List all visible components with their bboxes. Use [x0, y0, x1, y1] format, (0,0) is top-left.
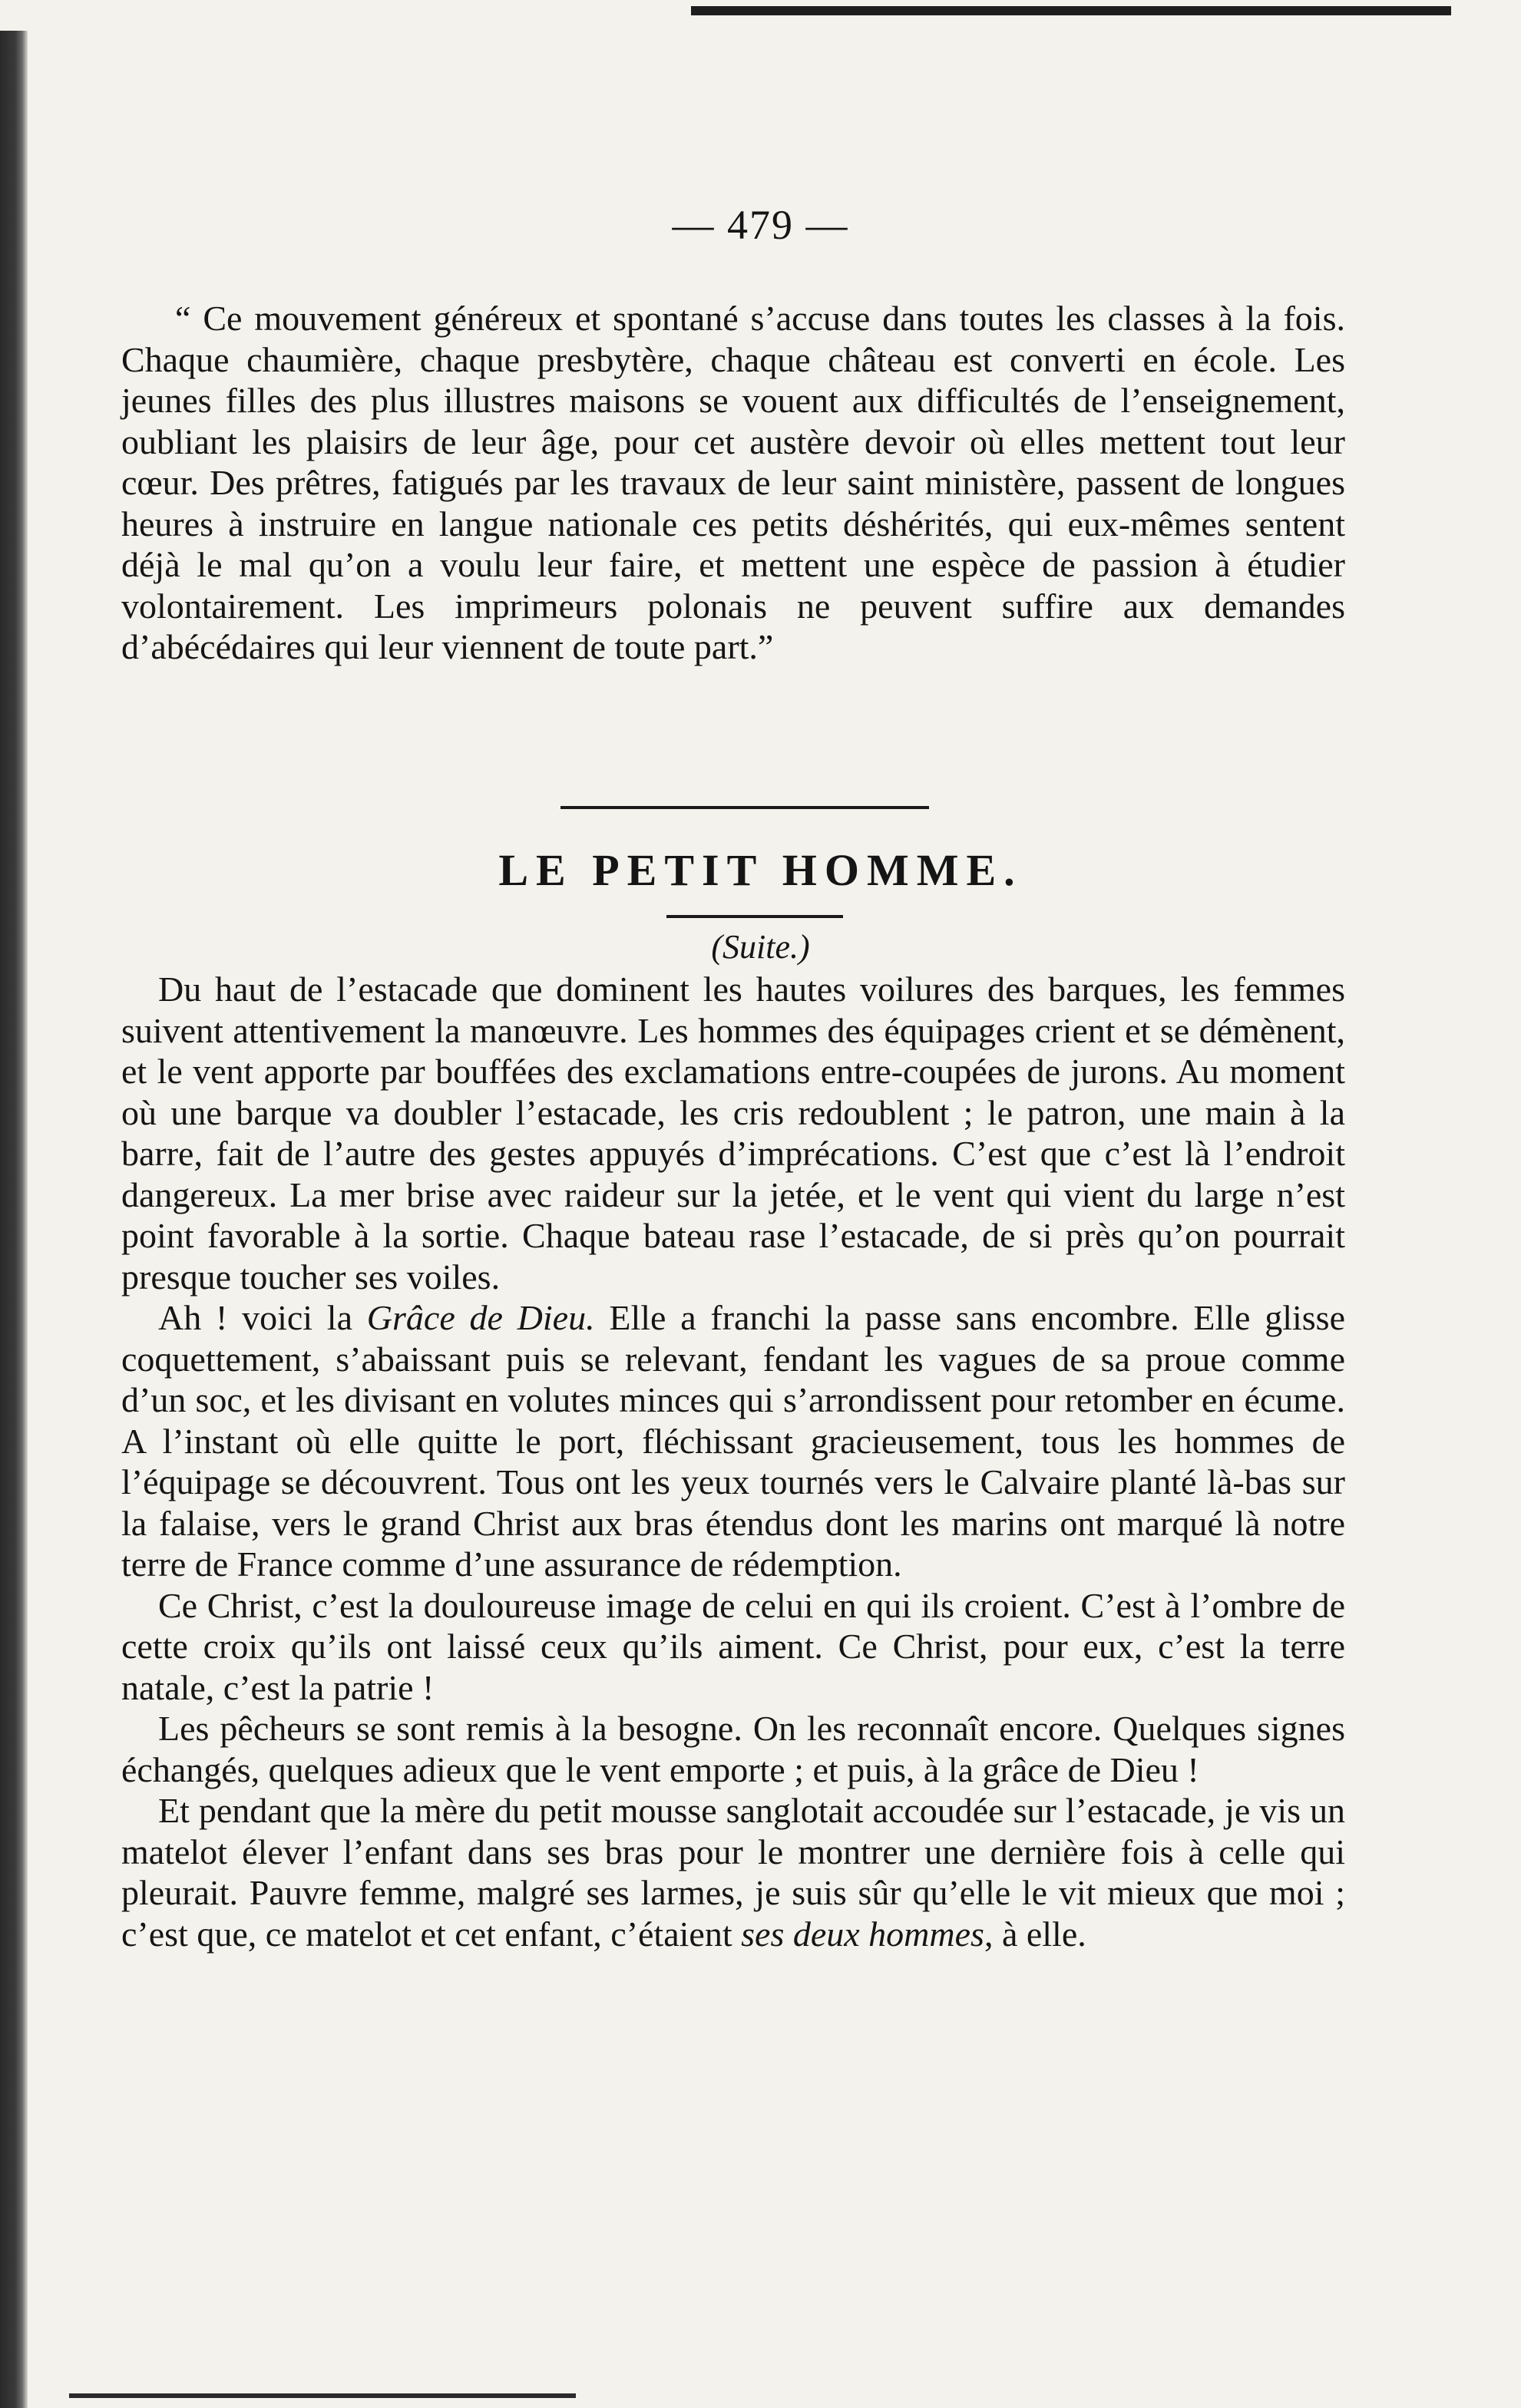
story-paragraph-5 — [121, 1790, 1345, 1954]
section-subtitle: (Suite.) — [711, 928, 810, 966]
story-paragraph-4: Les pêcheurs se sont remis à la besogne. On les reconnaît encore. Quelques signes échangés, quelques adieux que le vent emporte ; et puis, à la grâce de Dieu ! — [121, 1709, 1345, 1789]
story-paragraph-5-end: , à elle. — [984, 1914, 1086, 1954]
emphasis-ses-deux-hommes: ses deux hommes — [741, 1914, 984, 1954]
section-divider — [560, 806, 929, 809]
story-paragraph-2-start: Ah ! voici la — [158, 1298, 367, 1337]
story-paragraph-2-rest: Elle a franchi la passe sans encombre. Elle glisse coquettement, s’abaissant puis se relevant, fendant les vagues de sa proue comme d’un soc, et les divisant en volutes minces qui s’arrondissent pour retomber en écume. A l’instant où elle quitte le port, fléchissant gracieusement, tous les hommes de l’équipage se découvrent. Tous ont les yeux tournés vers le Calvaire planté là-bas sur la falaise, vers le grand Christ aux bras étendus dont les marins ont marqué là notre terre de France comme d’une assurance de rédemption. — [121, 1298, 1345, 1584]
scan-top-rule — [691, 6, 1451, 15]
story-paragraph-3: Ce Christ, c’est la douloureuse image de celui en qui ils croient. C’est à l’ombre de cette croix qu’ils ont laissé ceux qu’ils aiment. Ce Christ, pour eux, c’est la terre natale, c’est la patrie ! — [121, 1585, 1345, 1707]
story-block — [121, 969, 1345, 1954]
quote-paragraph: “ Ce mouvement généreux et spontané s’accuse dans toutes les classes à la fois. Chaque chaumière, chaque presbytère, chaque château est converti en école. Les jeunes filles des plus illustres maisons se vouent aux difficultés de l’enseignement, oubliant les plaisirs de leur âge, pour cet austère devoir où elles mettent tout leur cœur. Des prêtres, fatigués par les travaux de leur saint ministère, passent de longues heures à instruire en langue nationale ces petits déshérités, qui eux-mêmes sentent déjà le mal qu’on a voulu leur faire, et mettent une espèce de passion à étudier volontairement. Les imprimeurs polonais ne peuvent suffire aux demandes d’abécédaires qui leur viennent de toute part.” — [121, 299, 1345, 666]
story-paragraph-2 — [121, 1297, 1345, 1585]
scan-bottom-rule — [69, 2393, 576, 2398]
page-number: — 479 — — [672, 202, 849, 248]
boat-name: Grâce de Dieu. — [366, 1298, 595, 1337]
story-paragraph-5-start: Et pendant que la mère du petit mousse sanglotait accoudée sur l’estacade, je vis un matelot élever l’enfant dans ses bras pour le montrer une dernière fois à celle qui pleurait. Pauvre femme, malgré ses larmes, je suis sûr qu’elle le vit mieux que moi ; c’est que, ce matelot et cet enfant, c’étaient — [121, 1791, 1345, 1954]
scan-left-edge — [0, 31, 28, 2408]
quote-block — [121, 298, 1345, 668]
section-title: LE PETIT HOMME. — [498, 845, 1023, 895]
story-paragraph-1: Du haut de l’estacade que dominent les hautes voilures des barques, les femmes suivent attentivement la manœuvre. Les hommes des équipages crient et se démènent, et le vent apporte par bouffées des exclamations entre-coupées de jurons. Au moment où une barque va doubler l’estacade, les cris redoublent ; le patron, une main à la barre, fait de l’autre des gestes appuyés d’imprécations. C’est que c’est là l’endroit dangereux. La mer brise avec raideur sur la jetée, et le vent qui vient du large n’est point favorable à la sortie. Chaque bateau rase l’estacade, de si près qu’on pourrait presque toucher ses voiles. — [121, 969, 1345, 1296]
section-title-rule — [666, 915, 843, 918]
